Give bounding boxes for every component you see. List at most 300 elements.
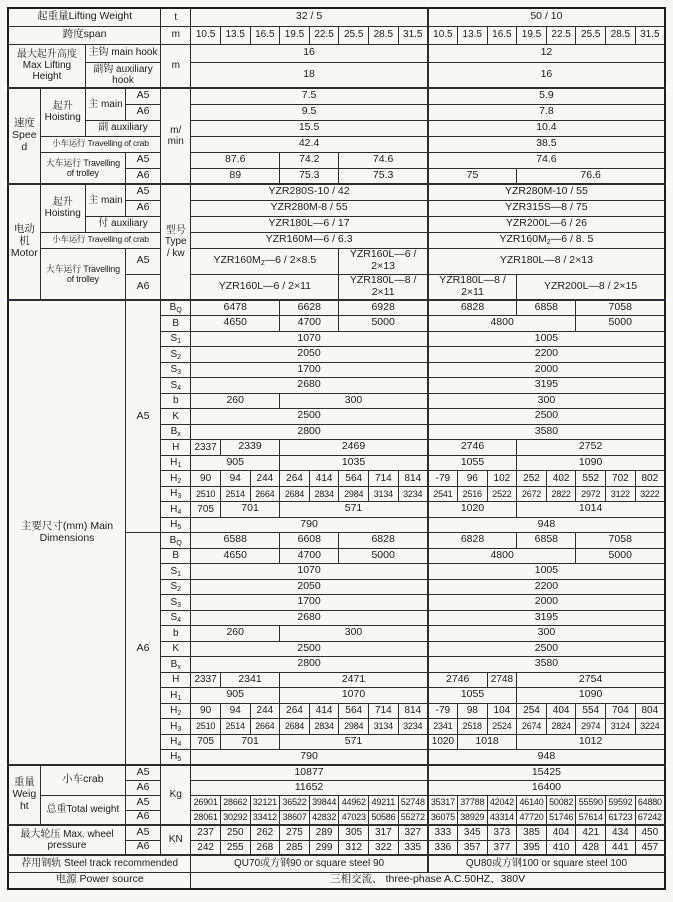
wheel-pressure-value: 428	[576, 840, 606, 855]
dim-symbol: b	[161, 626, 191, 642]
motor-unit: 型号Type / kw	[161, 184, 191, 300]
dim-value: 6858	[517, 533, 576, 549]
wheel-pressure-value: 450	[635, 825, 665, 840]
dim-value: 2516	[457, 486, 487, 502]
dim-value: 2000	[428, 362, 665, 378]
dim-value: 948	[428, 750, 665, 766]
weight-total-value: 44962	[339, 795, 369, 810]
dim-value: 7058	[576, 300, 665, 316]
dim-value: 98	[457, 703, 487, 719]
dim-value: 790	[191, 517, 428, 533]
dim-value: 6828	[428, 300, 517, 316]
dim-symbol: $B_Q$	[161, 300, 191, 316]
dim-value: 2500	[191, 409, 428, 425]
dim-value: 1090	[517, 688, 665, 704]
weight-total-value: 55272	[398, 810, 428, 825]
dim-value: 2522	[487, 486, 517, 502]
dim-value: 4700	[280, 548, 339, 564]
weight-total-value: 52748	[398, 795, 428, 810]
dim-value: 3134	[369, 719, 399, 735]
lifting-weight-label: 起重量Lifting Weight	[8, 8, 161, 26]
weight-total-value: 47023	[339, 810, 369, 825]
wheel-pressure-value: 285	[280, 840, 310, 855]
dim-value: 2680	[191, 610, 428, 626]
dim-symbol: b	[161, 393, 191, 409]
grade-label: A6	[126, 840, 161, 855]
dim-value: 2469	[280, 440, 428, 456]
dim-value: 2984	[339, 486, 369, 502]
dim-value: 402	[546, 471, 576, 487]
weight-total-value: 39844	[309, 795, 339, 810]
dim-symbol: H	[161, 440, 191, 456]
weight-total-value: 61723	[606, 810, 636, 825]
dim-symbol: $H_5$	[161, 750, 191, 766]
motor-trolley-a6-value: YZR180L—8 / 2×11	[339, 274, 428, 300]
motor-trolley-a6-value: YZR200L—8 / 2×15	[517, 274, 665, 300]
height-main-hook-value: 12	[428, 44, 665, 62]
speed-section-label: 速度Speed	[8, 88, 40, 184]
dim-value: 705	[191, 734, 221, 750]
speed-trolley-a6-value: 89	[191, 168, 280, 184]
dim-value: 1700	[191, 362, 428, 378]
dim-value: 5000	[576, 316, 665, 332]
motor-main-a5-value: YZR280S-10 / 42	[191, 184, 428, 200]
crane-spec-table	[7, 7, 666, 890]
weight-total-value: 50082	[546, 795, 576, 810]
dim-symbol: $S_4$	[161, 378, 191, 394]
span-value: 13.5	[457, 26, 487, 44]
dim-value: 2341	[220, 672, 279, 688]
span-unit: m	[161, 26, 191, 44]
wheel-pressure-value: 385	[517, 825, 547, 840]
dim-value: 571	[280, 734, 428, 750]
weight-total-value: 67242	[635, 810, 665, 825]
grade-label: A5	[126, 795, 161, 810]
dim-value: 2514	[220, 719, 250, 735]
dim-grade-label: A5	[126, 300, 161, 533]
wheel-pressure-value: 457	[635, 840, 665, 855]
dim-value: 2754	[517, 672, 665, 688]
dim-value: 2684	[280, 719, 310, 735]
span-value: 31.5	[398, 26, 428, 44]
dim-value: 2684	[280, 486, 310, 502]
dim-value: 300	[428, 393, 665, 409]
wheel-pressure-value: 421	[576, 825, 606, 840]
dim-value: 1012	[517, 734, 665, 750]
dim-value: 1020	[428, 502, 517, 518]
speed-trolley-a5-value: 74.6	[428, 152, 665, 168]
main-hook-label: 主钩 main hook	[85, 44, 160, 62]
motor-hoisting-label: 起升Hoisting	[40, 184, 85, 232]
dim-value: 2800	[191, 424, 428, 440]
weight-total-value: 38929	[457, 810, 487, 825]
motor-trolley-a5-value: $YZR160M_2—6 / 2\times 8.5$	[191, 248, 339, 274]
dim-value: 2672	[517, 486, 547, 502]
dim-value: 3580	[428, 657, 665, 673]
dim-value: 2510	[191, 719, 221, 735]
dim-value: 2752	[517, 440, 665, 456]
speed-main-a5-value: 7.5	[191, 88, 428, 104]
weight-total-value: 37788	[457, 795, 487, 810]
dim-value: 6928	[339, 300, 428, 316]
dim-value: 3195	[428, 378, 665, 394]
dim-value: 4800	[428, 316, 576, 332]
motor-main-label: 主 main	[85, 184, 125, 216]
dim-value: 244	[250, 703, 280, 719]
dim-value: 3134	[369, 486, 399, 502]
power-source-label: 电源 Power source	[8, 872, 191, 889]
grade-label: A5	[126, 825, 161, 840]
speed-aux-label: 副 auxiliary	[85, 120, 160, 136]
dim-value: 6828	[428, 533, 517, 549]
dim-value: 905	[191, 455, 280, 471]
dim-symbol: $H_4$	[161, 502, 191, 518]
motor-trolley-label: 大车运行 Travelling of trolley	[40, 248, 125, 300]
wheel-pressure-label: 最大轮压 Max. wheel pressure	[8, 825, 126, 855]
weight-total-value: 51746	[546, 810, 576, 825]
span-value: 31.5	[635, 26, 665, 44]
motor-main-a6-value: YZR280M-8 / 55	[191, 200, 428, 216]
weight-unit: Kg	[161, 765, 191, 825]
speed-unit: m/ min	[161, 88, 191, 184]
dim-value: -79	[428, 471, 458, 487]
dim-value: 414	[309, 471, 339, 487]
dim-value: 564	[339, 471, 369, 487]
dim-symbol: $S_4$	[161, 610, 191, 626]
dim-value: 94	[220, 703, 250, 719]
dim-value: 2664	[250, 719, 280, 735]
speed-crab-value: 38.5	[428, 136, 665, 152]
dim-value: 404	[546, 703, 576, 719]
dim-value: 2974	[576, 719, 606, 735]
dim-value: 802	[635, 471, 665, 487]
dim-value: 814	[398, 471, 428, 487]
motor-trolley-a6-value: YZR160L—6 / 2×11	[191, 274, 339, 300]
dim-value: 2822	[546, 486, 576, 502]
span-value: 16.5	[487, 26, 517, 44]
wheel-pressure-value: 237	[191, 825, 221, 840]
dim-value: 3122	[606, 486, 636, 502]
dim-value: 104	[487, 703, 517, 719]
weight-total-value: 36075	[428, 810, 458, 825]
weight-total-value: 36522	[280, 795, 310, 810]
weight-total-value: 42042	[487, 795, 517, 810]
motor-crab-label: 小车运行 Travelling of crab	[40, 232, 161, 248]
dim-value: 300	[280, 393, 428, 409]
dim-value: 260	[191, 626, 280, 642]
dim-symbol: $H_1$	[161, 455, 191, 471]
dim-symbol: K	[161, 409, 191, 425]
lifting-weight-unit: t	[161, 8, 191, 26]
span-value: 22.5	[546, 26, 576, 44]
weight-total-value: 46140	[517, 795, 547, 810]
motor-main-a6-value: YZR315S—8 / 75	[428, 200, 665, 216]
dim-value: 2050	[191, 347, 428, 363]
dim-value: 264	[280, 703, 310, 719]
dim-value: 1005	[428, 564, 665, 580]
dim-value: 4650	[191, 316, 280, 332]
dim-value: 2518	[457, 719, 487, 735]
dim-value: 96	[457, 471, 487, 487]
dim-symbol: $B_Q$	[161, 533, 191, 549]
speed-hoisting-label: 起升Hoisting	[40, 88, 85, 136]
motor-trolley-a6-value: YZR180L—8 / 2×11	[428, 274, 517, 300]
span-value: 10.5	[191, 26, 221, 44]
grade-label: A6	[126, 168, 161, 184]
dim-symbol: $H_3$	[161, 719, 191, 735]
dim-value: 5000	[339, 548, 428, 564]
dim-value: 2748	[487, 672, 517, 688]
dim-symbol: $S_3$	[161, 595, 191, 611]
weight-total-value: 28061	[191, 810, 221, 825]
dim-value: 4700	[280, 316, 339, 332]
dim-value: 1070	[191, 564, 428, 580]
dim-value: 1090	[517, 455, 665, 471]
dim-value: 102	[487, 471, 517, 487]
dim-value: 5000	[339, 316, 428, 332]
wheel-pressure-value: 441	[606, 840, 636, 855]
span-value: 28.5	[606, 26, 636, 44]
dim-value: 6608	[280, 533, 339, 549]
speed-aux-value: 15.5	[191, 120, 428, 136]
wheel-pressure-value: 345	[457, 825, 487, 840]
wheel-pressure-value: 377	[487, 840, 517, 855]
dim-value: 714	[369, 471, 399, 487]
dim-value: 300	[428, 626, 665, 642]
weight-crab-value: 10877	[191, 765, 428, 780]
dim-value: 948	[428, 517, 665, 533]
grade-label: A6	[126, 200, 161, 216]
dim-symbol: $H_2$	[161, 703, 191, 719]
dim-value: 6858	[517, 300, 576, 316]
dim-value: 2674	[517, 719, 547, 735]
grade-label: A6	[126, 104, 161, 120]
dim-value: 2337	[191, 672, 221, 688]
dim-value: 260	[191, 393, 280, 409]
wheel-pressure-value: 373	[487, 825, 517, 840]
height-unit: m	[161, 44, 191, 88]
span-value: 10.5	[428, 26, 458, 44]
wheel-pressure-unit: KN	[161, 825, 191, 855]
span-label: 跨度span	[8, 26, 161, 44]
dim-value: 6588	[191, 533, 280, 549]
dim-value: 90	[191, 703, 221, 719]
power-source-value: 三相交流、 three-phase A.C.50HZ、380V	[191, 872, 665, 889]
dim-symbol: $S_1$	[161, 564, 191, 580]
speed-aux-value: 10.4	[428, 120, 665, 136]
dim-value: 2524	[487, 719, 517, 735]
wheel-pressure-value: 250	[220, 825, 250, 840]
capacity-value: 32 / 5	[191, 8, 428, 26]
wheel-pressure-value: 322	[369, 840, 399, 855]
span-value: 13.5	[220, 26, 250, 44]
speed-trolley-a6-value: 75	[428, 168, 517, 184]
motor-aux-value: YZR200L—6 / 26	[428, 216, 665, 232]
grade-label: A6	[126, 780, 161, 795]
speed-main-a6-value: 7.8	[428, 104, 665, 120]
grade-label: A5	[126, 152, 161, 168]
dim-value: 1055	[428, 688, 517, 704]
dim-value: 2746	[428, 440, 517, 456]
dim-value: 2510	[191, 486, 221, 502]
span-value: 22.5	[309, 26, 339, 44]
weight-total-value: 30292	[220, 810, 250, 825]
grade-label: A6	[126, 810, 161, 825]
speed-main-a5-value: 5.9	[428, 88, 665, 104]
dim-value: 2680	[191, 378, 428, 394]
speed-main-label: 主 main	[85, 88, 125, 120]
span-value: 19.5	[517, 26, 547, 44]
dim-value: 804	[635, 703, 665, 719]
grade-label: A6	[126, 274, 161, 300]
dim-value: 2000	[428, 595, 665, 611]
wheel-pressure-value: 262	[250, 825, 280, 840]
track-value: QU70或方钢90 or square steel 90	[191, 855, 428, 872]
weight-total-value: 64880	[635, 795, 665, 810]
dim-symbol: B	[161, 548, 191, 564]
dim-symbol: $H_2$	[161, 471, 191, 487]
dim-value: 2200	[428, 579, 665, 595]
weight-total-value: 57614	[576, 810, 606, 825]
height-main-hook-value: 16	[191, 44, 428, 62]
dim-symbol: $H_4$	[161, 734, 191, 750]
weight-total-value: 49211	[369, 795, 399, 810]
dim-symbol: $S_2$	[161, 347, 191, 363]
dim-value: 2824	[546, 719, 576, 735]
weight-crab-value: 11652	[191, 780, 428, 795]
dim-value: 2972	[576, 486, 606, 502]
dim-value: 3124	[606, 719, 636, 735]
dim-value: 5000	[576, 548, 665, 564]
motor-aux-value: YZR180L—6 / 17	[191, 216, 428, 232]
weight-total-value: 26901	[191, 795, 221, 810]
dim-value: 7058	[576, 533, 665, 549]
dim-grade-label: A6	[126, 533, 161, 766]
speed-trolley-a6-value: 76.6	[517, 168, 665, 184]
speed-trolley-a5-value: 87.6	[191, 152, 280, 168]
track-value: QU80或方钢100 or square steel 100	[428, 855, 665, 872]
wheel-pressure-value: 305	[339, 825, 369, 840]
wheel-pressure-value: 275	[280, 825, 310, 840]
dim-value: 6828	[339, 533, 428, 549]
dim-value: 564	[339, 703, 369, 719]
motor-section-label: 电动机 Motor	[8, 184, 40, 300]
dim-value: 3224	[635, 719, 665, 735]
speed-trolley-a5-value: 74.6	[339, 152, 428, 168]
motor-crab-value: $YZR160M_2—6 / 8$. 5	[428, 232, 665, 248]
dim-value: 1070	[280, 688, 428, 704]
dim-symbol: $S_1$	[161, 331, 191, 347]
motor-trolley-a5-value: YZR180L—8 / 2×13	[428, 248, 665, 274]
grade-label: A5	[126, 765, 161, 780]
max-lifting-height-label: 最大起升高度 Max Lifting Height	[8, 44, 85, 88]
dimensions-section-label: 主要尺寸(mm) Main Dimensions	[8, 300, 126, 765]
dim-value: 701	[220, 502, 279, 518]
weight-total-label: 总重Total weight	[40, 795, 125, 825]
dim-value: 1070	[191, 331, 428, 347]
dim-value: 244	[250, 471, 280, 487]
dim-value: 714	[369, 703, 399, 719]
weight-section-label: 重量 Weight	[8, 765, 40, 825]
dim-value: 6478	[191, 300, 280, 316]
weight-total-value: 47720	[517, 810, 547, 825]
dim-value: 790	[191, 750, 428, 766]
wheel-pressure-value: 336	[428, 840, 458, 855]
dim-value: 1055	[428, 455, 517, 471]
dim-value: 1014	[517, 502, 665, 518]
weight-crab-value: 16400	[428, 780, 665, 795]
dim-value: 701	[220, 734, 279, 750]
dim-value: 814	[398, 703, 428, 719]
dim-value: 552	[576, 471, 606, 487]
speed-main-a6-value: 9.5	[191, 104, 428, 120]
wheel-pressure-value: 312	[339, 840, 369, 855]
dim-value: 705	[191, 502, 221, 518]
dim-value: 3580	[428, 424, 665, 440]
dim-value: 704	[606, 703, 636, 719]
motor-trolley-a5-value: YZR160L—6 / 2×13	[339, 248, 428, 274]
weight-crab-label: 小车crab	[40, 765, 125, 795]
weight-total-value: 55590	[576, 795, 606, 810]
dim-value: 2541	[428, 486, 458, 502]
wheel-pressure-value: 404	[546, 825, 576, 840]
weight-total-value: 59592	[606, 795, 636, 810]
wheel-pressure-value: 268	[250, 840, 280, 855]
weight-total-value: 38607	[280, 810, 310, 825]
dim-symbol: $B_x$	[161, 424, 191, 440]
speed-crab-label: 小车运行 Travelling of crab	[40, 136, 161, 152]
dim-value: 554	[576, 703, 606, 719]
weight-total-value: 32121	[250, 795, 280, 810]
dim-value: 264	[280, 471, 310, 487]
grade-label: A5	[126, 88, 161, 104]
dim-symbol: $H_5$	[161, 517, 191, 533]
dim-value: 3234	[398, 486, 428, 502]
wheel-pressure-value: 395	[517, 840, 547, 855]
wheel-pressure-value: 335	[398, 840, 428, 855]
span-value: 19.5	[280, 26, 310, 44]
dim-value: 3222	[635, 486, 665, 502]
weight-total-value: 43314	[487, 810, 517, 825]
dim-value: 2746	[428, 672, 487, 688]
dim-value: 2664	[250, 486, 280, 502]
dim-value: 2800	[191, 657, 428, 673]
dim-value: 94	[220, 471, 250, 487]
dim-symbol: B	[161, 316, 191, 332]
dim-value: 2050	[191, 579, 428, 595]
dim-value: 6628	[280, 300, 339, 316]
speed-trolley-a6-value: 75.3	[280, 168, 339, 184]
dim-symbol: $H_3$	[161, 486, 191, 502]
aux-hook-label: 副钩 auxiliary hook	[85, 62, 160, 88]
dim-value: 1005	[428, 331, 665, 347]
dim-value: 702	[606, 471, 636, 487]
motor-crab-value: YZR160M—6 / 6.3	[191, 232, 428, 248]
weight-crab-value: 15425	[428, 765, 665, 780]
weight-total-value: 35317	[428, 795, 458, 810]
wheel-pressure-value: 410	[546, 840, 576, 855]
wheel-pressure-value: 255	[220, 840, 250, 855]
wheel-pressure-value: 317	[369, 825, 399, 840]
dim-value: 2200	[428, 347, 665, 363]
height-aux-hook-value: 18	[191, 62, 428, 88]
dim-symbol: $S_3$	[161, 362, 191, 378]
speed-trolley-a5-value: 74.2	[280, 152, 339, 168]
dim-value: 1035	[280, 455, 428, 471]
dim-value: 2500	[428, 641, 665, 657]
motor-main-a5-value: YZR280M-10 / 55	[428, 184, 665, 200]
speed-trolley-a6-value: 75.3	[339, 168, 428, 184]
